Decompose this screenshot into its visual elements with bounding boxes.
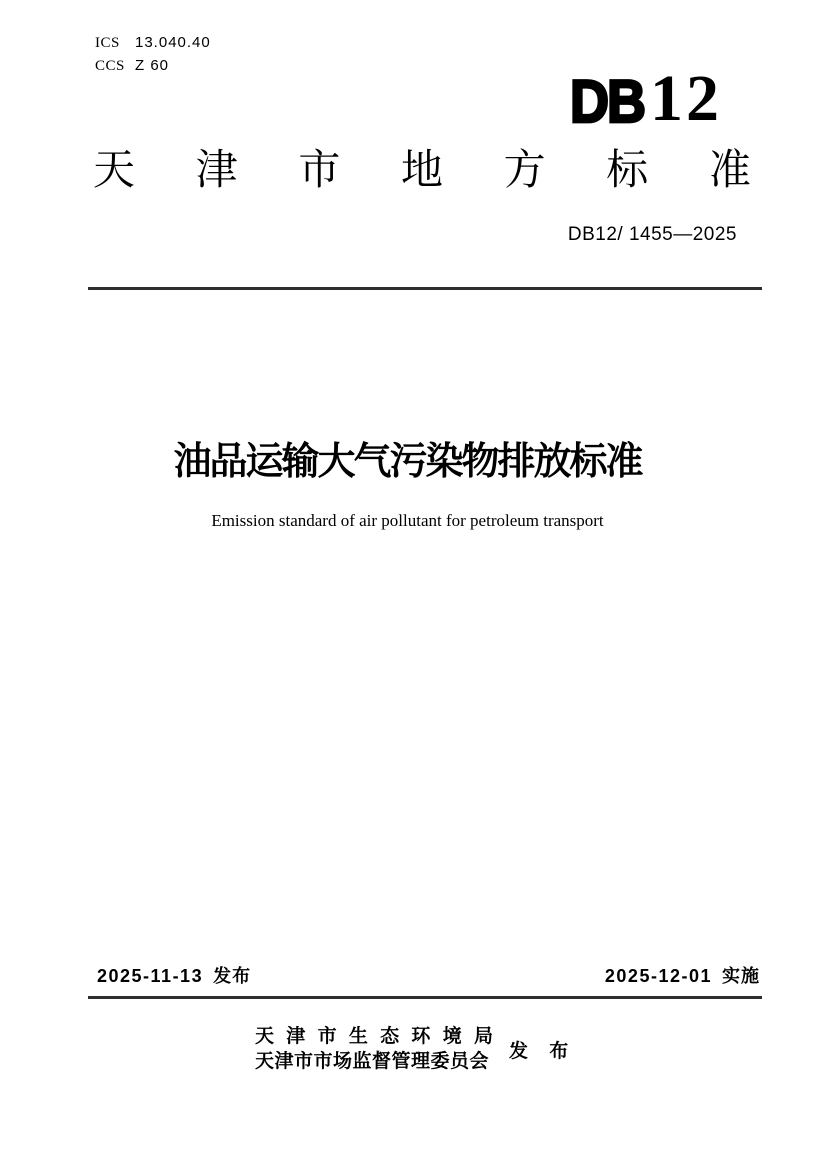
issuer-primary-char: 天 [255, 1026, 275, 1047]
issuer-primary-char: 局 [473, 1026, 493, 1047]
document-title-chinese: 油品运输大气污染物排放标准 [173, 441, 642, 483]
issuer-primary-char: 态 [380, 1026, 400, 1047]
issuer-primary-char: 津 [286, 1026, 306, 1047]
issuer-primary-char: 生 [348, 1026, 368, 1047]
issuer-block [255, 1024, 576, 1074]
db12-logo [570, 62, 722, 136]
implement-date: 2025-12-01 [604, 966, 712, 986]
standard-number: DB12/ 1455—2025 [567, 224, 737, 245]
issuer-names [255, 1024, 493, 1074]
db12-logo-number: 12 [650, 62, 722, 135]
issuer-primary [255, 1024, 493, 1049]
document-title-english: Emission standard of air pollutant for petroleum transport [211, 511, 604, 530]
standard-type-char: 准 [708, 146, 751, 193]
db12-logo-db: DB [570, 68, 644, 136]
footer-divider [88, 996, 762, 999]
ccs-label: CCS [95, 58, 125, 74]
standard-type-char: 地 [400, 146, 443, 193]
implement-date-group [605, 966, 760, 988]
issue-date: 2025-11-13 [97, 966, 204, 986]
issuer-primary-char: 环 [411, 1026, 431, 1047]
dates-row [97, 966, 760, 988]
issue-date-group [97, 966, 251, 988]
header-divider [88, 287, 762, 290]
standard-type-char: 市 [298, 146, 341, 193]
ics-value: 13.040.40 [135, 34, 211, 51]
ics-label: ICS [95, 35, 120, 51]
implement-date-label: 实施 [722, 966, 760, 986]
ccs-value: Z 60 [135, 57, 170, 74]
publish-label: 发 布 [509, 1040, 577, 1062]
classification-codes [95, 34, 211, 80]
standard-type-char: 天 [93, 146, 136, 193]
ccs-row [95, 57, 211, 80]
issue-date-label: 发布 [213, 966, 252, 986]
standard-type-char: 方 [503, 146, 546, 193]
issuer-primary-char: 市 [317, 1026, 337, 1047]
standard-type-heading [93, 146, 751, 193]
issuer-secondary: 天津市市场监督管理委员会 [255, 1051, 490, 1072]
issuer-primary-char: 境 [442, 1026, 462, 1047]
standard-type-char: 标 [606, 146, 649, 193]
ics-row [95, 34, 211, 57]
standard-type-char: 津 [195, 146, 238, 193]
